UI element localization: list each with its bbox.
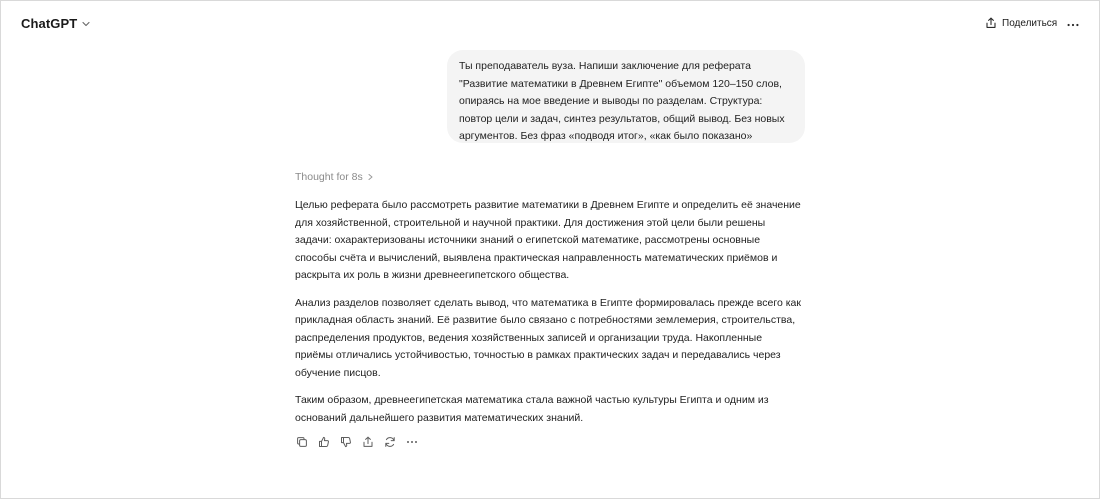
share-message-button[interactable] xyxy=(360,434,375,449)
more-horizontal-icon xyxy=(406,436,418,448)
model-name: ChatGPT xyxy=(21,16,78,31)
answer-paragraph xyxy=(295,295,815,383)
user-message-line: Ты преподаватель вуза. Напиши заключение для реферата xyxy=(459,60,751,72)
copy-button[interactable] xyxy=(294,434,309,449)
thought-toggle[interactable] xyxy=(295,171,374,183)
user-message-line: аргументов. Без фраз «подводя итог», «как было показано» xyxy=(459,130,753,142)
answer-paragraph xyxy=(295,392,815,427)
answer-line: раскрыта их роль в жизни древнеегипетского общества. xyxy=(295,269,570,281)
assistant-message xyxy=(295,197,815,427)
answer-line: приёмы отличались устойчивостью, точностью в рамках практических задач и передавались через xyxy=(295,349,781,361)
more-options-button[interactable] xyxy=(1065,18,1081,32)
top-bar xyxy=(1,1,1099,49)
share-button[interactable] xyxy=(985,17,1057,29)
good-response-button[interactable] xyxy=(316,434,331,449)
thought-label: Thought for 8s xyxy=(295,171,363,183)
more-actions-button[interactable] xyxy=(404,434,419,449)
user-message-line: "Развитие математики в Древнем Египте" объемом 120–150 слов, xyxy=(459,77,782,90)
message-actions xyxy=(294,434,419,449)
answer-line: способы счёта и вычислений, выявлена практическая направленность математических приёмов и xyxy=(295,251,778,264)
answer-line: Анализ разделов позволяет сделать вывод, что математика в Египте формировалась прежде всего как xyxy=(295,296,801,309)
answer-line: Таким образом, древнеегипетская математика стала важной частью культуры Египта и одним из xyxy=(295,394,769,406)
user-message-bubble xyxy=(447,50,805,143)
answer-line: задачи: охарактеризованы источники знаний о египетской математике, рассмотрены основные xyxy=(295,234,761,246)
answer-line: распределения продуктов, ведения хозяйственных записей и организации труда. Накопленные xyxy=(295,331,763,344)
copy-icon xyxy=(296,436,308,448)
share-icon xyxy=(985,17,997,29)
thumbs-up-icon xyxy=(318,436,330,448)
share-icon xyxy=(362,436,374,448)
answer-line: Целью реферата было рассмотреть развитие математики в Древнем Египте и определить её значение xyxy=(295,199,801,211)
regenerate-button[interactable] xyxy=(382,434,397,449)
thumbs-down-icon xyxy=(340,436,352,448)
answer-line: прикладная область знаний. Её развитие было связано с потребностями землемерия, строительства, xyxy=(295,314,796,326)
regenerate-icon xyxy=(384,436,396,448)
answer-line: обучение писцов. xyxy=(295,366,381,379)
user-message-line: повтор цели и задач, синтез результатов, общий вывод. Без новых xyxy=(459,112,785,125)
answer-line: для хозяйственной, строительной и научной практики. Для достижения этой цели были решены xyxy=(295,216,766,229)
chevron-down-icon xyxy=(81,19,91,29)
answer-line: оснований дальнейшего развития математических знаний. xyxy=(295,411,584,424)
user-message-line: опираясь на мое введение и выводы по разделам. Структура: xyxy=(459,95,763,107)
model-switcher-button[interactable] xyxy=(21,16,91,31)
more-horizontal-icon xyxy=(1067,23,1079,27)
chevron-right-icon xyxy=(367,173,374,181)
answer-paragraph xyxy=(295,197,815,285)
share-label: Поделиться xyxy=(1002,17,1058,29)
bad-response-button[interactable] xyxy=(338,434,353,449)
